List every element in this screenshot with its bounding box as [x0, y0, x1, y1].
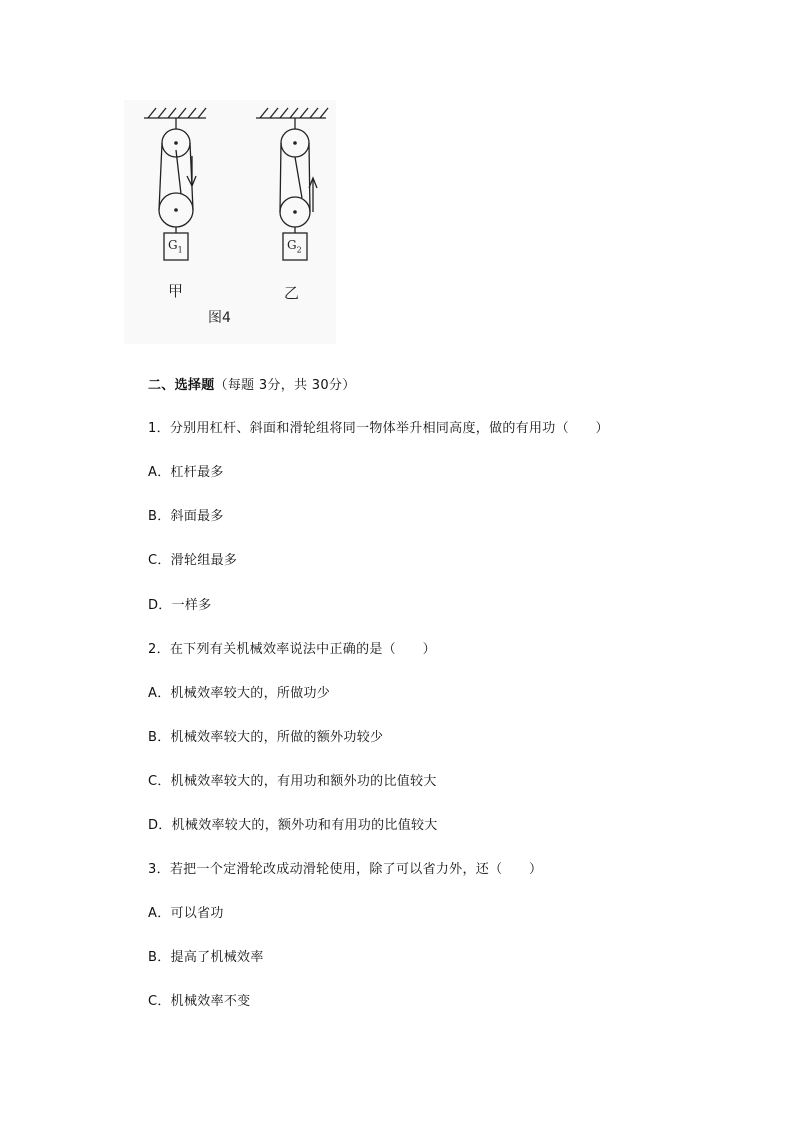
- question-2-option-a: A．机械效率较大的，所做功少: [148, 686, 331, 701]
- question-3-option-b: B．提高了机械效率: [148, 950, 264, 965]
- question-3-option-a: A．可以省功: [148, 906, 224, 921]
- section-heading: [148, 374, 356, 393]
- question-3-option-c: C．机械效率不变: [148, 994, 251, 1009]
- figure-caption: 图4: [208, 310, 231, 326]
- weight-label-left: $G_1$: [168, 238, 183, 255]
- pulley-figure: [124, 100, 336, 344]
- question-1-option-b: B．斜面最多: [148, 509, 224, 524]
- weight-label-right: $G_2$: [287, 238, 302, 255]
- question-2-option-b: B．机械效率较大的，所做的额外功较少: [148, 730, 384, 745]
- figure-label-jia: 甲: [168, 282, 184, 300]
- section-title: 二、选择题: [148, 378, 215, 393]
- question-2-stem: 2．在下列有关机械效率说法中正确的是（ ）: [148, 642, 436, 657]
- question-2-option-c: C．机械效率较大的，有用功和额外功的比值较大: [148, 774, 437, 789]
- figure-label-yi: 乙: [284, 284, 300, 302]
- question-1-option-d: D．一样多: [148, 598, 212, 613]
- question-2-option-d: D．机械效率较大的，额外功和有用功的比值较大: [148, 818, 438, 833]
- question-3-stem: 3．若把一个定滑轮改成动滑轮使用，除了可以省力外，还（ ）: [148, 862, 543, 877]
- section-note: （每题 3分，共 30分）: [214, 378, 356, 393]
- question-1-option-c: C．滑轮组最多: [148, 553, 238, 568]
- question-1-stem: 1．分别用杠杆、斜面和滑轮组将同一物体举升相同高度，做的有用功（ ）: [148, 421, 609, 436]
- question-1-option-a: A．杠杆最多: [148, 465, 224, 480]
